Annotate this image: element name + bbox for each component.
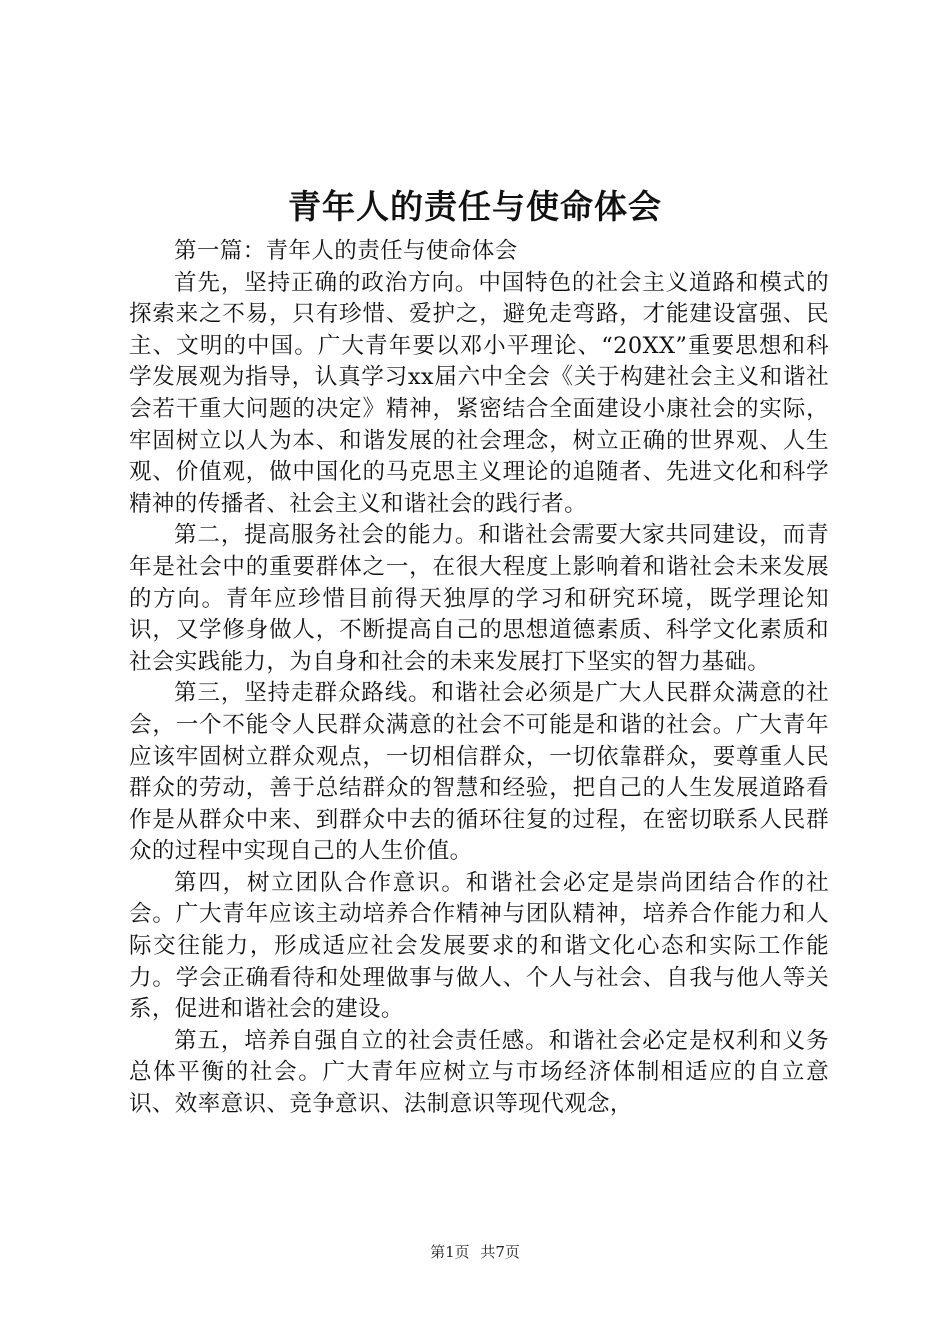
paragraph: 首先，坚持正确的政治方向。中国特色的社会主义道路和模式的探索来之不易，只有珍惜、爱护之，避免走弯路，才能建设富强、民主、文明的中国。广大青年要以邓小平理论、“20XX”重要思想和科学发展观为指导，认真学习xx届六中全会《关于构建社会主义和谐社会若干重大问题的决定》精神，紧密结合全面建设小康社会的实际，牢固树立以人为本、和谐发展的社会理念，树立正确的世界观、人生观、价值观，做中国化的马克思主义理论的追随者、先进文化和科学精神的传播者、社会主义和谐社会的践行者。	[129, 269, 829, 517]
paragraph: 第二，提高服务社会的能力。和谐社会需要大家共同建设，而青年是社会中的重要群体之一，在很大程度上影响着和谐社会未来发展的方向。青年应珍惜目前得天独厚的学习和研究环境，既学理论知识，又学修身做人，不断提高自己的思想道德素质、科学文化素质和社会实践能力，为自身和社会的未来发展打下坚实的智力基础。	[129, 522, 829, 675]
document-title: 青年人的责任与使命体会	[288, 187, 662, 226]
page-total: 共7页	[480, 1243, 520, 1261]
paragraph-heading: 第一篇：青年人的责任与使命体会	[174, 238, 518, 264]
document-body	[129, 236, 829, 1121]
paragraph: 第五，培养自强自立的社会责任感。和谐社会必定是权利和义务总体平衡的社会。广大青年应树立与市场经济体制相适应的自立意识、效率意识、竞争意识、法制意识等现代观念，	[129, 1027, 829, 1118]
paragraph: 第三，坚持走群众路线。和谐社会必须是广大人民群众满意的社会，一个不能令人民群众满意的社会不可能是和谐的社会。广大青年应该牢固树立群众观点，一切相信群众，一切依靠群众，要尊重人民群众的劳动，善于总结群众的智慧和经验，把自己的人生发展道路看作是从群众中来、到群众中去的循环往复的过程，在密切联系人民群众的过程中实现自己的人生价值。	[129, 680, 829, 865]
page-footer	[0, 1242, 950, 1262]
page-number: 第1页	[430, 1243, 470, 1261]
paragraph: 第四，树立团队合作意识。和谐社会必定是崇尚团结合作的社会。广大青年应该主动培养合作精神与团队精神，培养合作能力和人际交往能力，形成适应社会发展要求的和谐文化心态和实际工作能力。学会正确看待和处理做事与做人、个人与社会、自我与他人等关系，促进和谐社会的建设。	[129, 869, 829, 1023]
